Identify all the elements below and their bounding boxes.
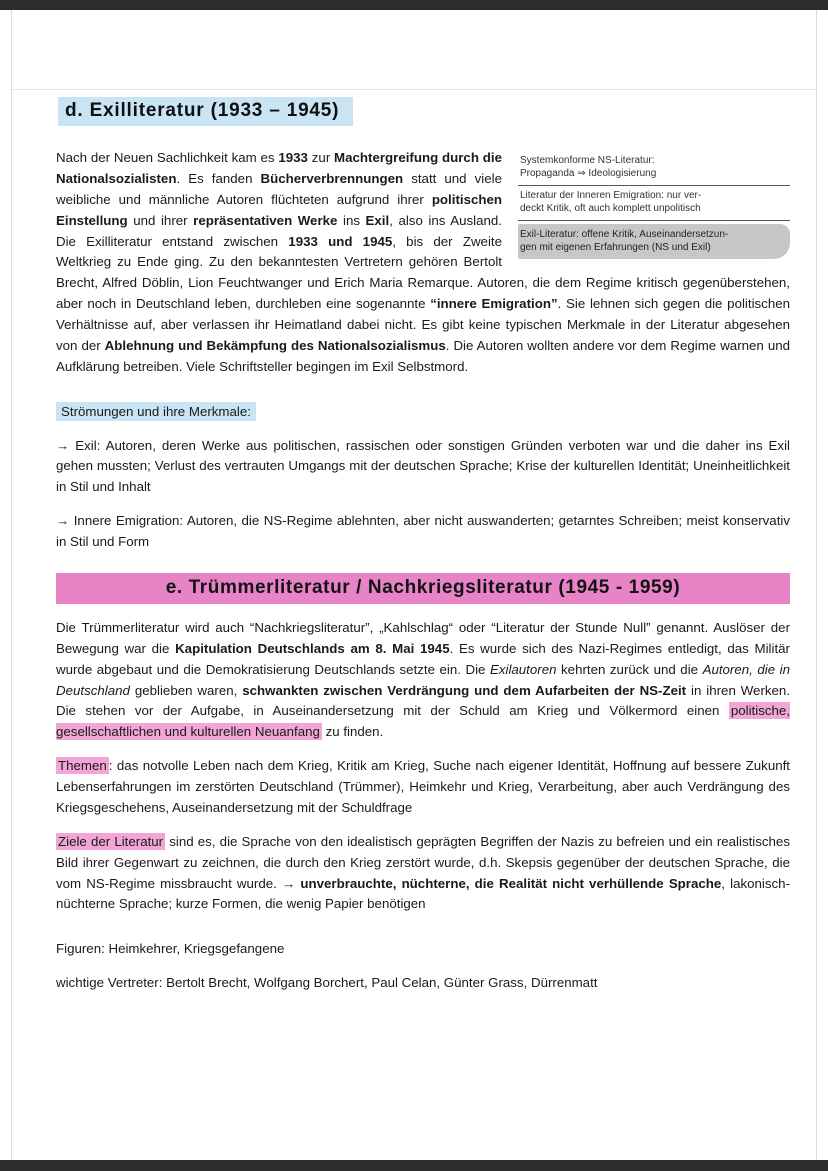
text-segment: Machtergreifung durch die Nationalsozialisten bbox=[56, 150, 502, 186]
text-segment: Autoren, die in Deutschland bbox=[56, 661, 790, 698]
note-text-line: gen mit eigenen Erfahrungen (NS und Exil) bbox=[520, 242, 711, 253]
text-segment: politischen Einstellung bbox=[56, 191, 502, 228]
figuren-line: Figuren: Heimkehrer, Kriegsgefangene bbox=[56, 941, 285, 957]
text-segment: politische, gesellschaftlichen und kulturellen Neuanfang bbox=[56, 703, 790, 740]
section-d-body bbox=[56, 148, 790, 378]
text-segment: schwankten zwischen Verdrängung und dem Aufarbeiten der NS-Zeit bbox=[242, 682, 687, 698]
text-segment: kehrten zurück und die bbox=[556, 661, 703, 677]
section-d-heading: d. Exilliteratur (1933 – 1945) bbox=[58, 97, 353, 126]
text-segment: . Die Autoren wollten andere vor dem Regime warnen und Aufklärung betreiben. Viele Schriftsteller begingen im Exil Selbstmord. bbox=[56, 337, 791, 374]
text-segment: , bis der Zweite Weltkrieg zu Ende ging. Zu den bekanntesten Vertretern gehören Bertolt Brecht, Alfred Döblin, Lion Feuchtwanger und Erich Maria Remarque. Autoren, die dem Regime kritisch gegenüberstehen, aber noch in Deutschland leben, durchleben eine sogenannte bbox=[56, 233, 790, 312]
text-segment: zur bbox=[307, 150, 335, 165]
note-text-line: deckt Kritik, oft auch komplett unpolitisch bbox=[520, 203, 701, 214]
text-segment: Strömungen und ihre Merkmale: bbox=[56, 402, 256, 421]
viewer-bottom-bar bbox=[0, 1160, 828, 1171]
stroemungen-label bbox=[56, 402, 790, 423]
text-segment: 1933 und 1945 bbox=[288, 233, 393, 249]
text-segment: , lakonisch-nüchterne Sprache; kurze Formen, die wenig Papier benötigen bbox=[56, 875, 790, 912]
text-segment: Nach der Neuen Sachlichkeit kam es bbox=[56, 150, 279, 165]
note-item-exil-literatur bbox=[518, 224, 790, 259]
themen-paragraph bbox=[56, 756, 790, 819]
text-segment: “innere Emigration” bbox=[430, 296, 558, 312]
text-segment: statt und viele weibliche und männliche Autoren flüchteten aufgrund ihrer bbox=[56, 170, 502, 207]
innere-emigration-characteristics-paragraph bbox=[56, 511, 790, 553]
note-text-line: Systemkonforme NS-Literatur: bbox=[520, 155, 655, 166]
text-segment: . Es fanden bbox=[176, 170, 261, 186]
note-text-line: Propaganda ⇒ Ideologisierung bbox=[520, 168, 657, 179]
text-segment: Themen bbox=[58, 758, 107, 774]
text-segment: geblieben waren, bbox=[129, 682, 243, 698]
text-segment: Die Trümmerliteratur wird auch “Nachkriegsliteratur”, „Kahlschlag“ oder “Literatur der Stunde Null” genannt. Auslöser der Bewegung war die bbox=[56, 619, 790, 656]
text-segment: Ziele der Literatur bbox=[58, 833, 164, 849]
text-segment: unverbrauchte, nüchterne, die Realität nicht verhüllende Sprache bbox=[300, 875, 722, 891]
text-segment: . Es wurde sich des Nazi-Regimes entledigt, das Militär wurde abgebaut und die Demokratisierung Deutschlands setzte ein. Die bbox=[56, 640, 790, 677]
section-e-heading: e. Trümmerliteratur / Nachkriegsliteratur (1945 - 1959) bbox=[56, 573, 790, 604]
text-segment: Exil bbox=[365, 212, 390, 228]
text-segment: . Sie lehnen sich gegen die politischen Verhältnisse auf, aber verlassen ihr Heimatland dabei nicht. Es gibt keine typischen Merkmale in der Literatur abgesehen von der bbox=[56, 296, 791, 353]
note-text-line: Literatur der Inneren Emigration: nur ver- bbox=[520, 190, 702, 201]
text-segment: repräsentativen Werke bbox=[193, 212, 338, 228]
text-segment: Ablehnung und Bekämpfung des Nationalsozialismus bbox=[104, 337, 446, 353]
text-segment: Bücherverbrennungen bbox=[260, 170, 404, 186]
literature-types-note-box bbox=[518, 151, 790, 259]
text-segment: in ihren Werken. Die stehen vor der Aufgabe, in Auseinandersetzung mit der Schuld am Krieg und Völkermord einen bbox=[56, 682, 791, 719]
ziele-paragraph bbox=[56, 832, 790, 916]
text-segment: und ihrer bbox=[127, 212, 194, 228]
section-e-intro-paragraph bbox=[56, 618, 790, 743]
text-segment: : das notvolle Leben nach dem Krieg, Kritik am Krieg, Suche nach eigener Identität, Hoffnung auf bessere Zukunft Lebenserfahrungen im zerstörten Deutschland (Trümmer), Heimkehr und Krieg, Verarbeitung, aber auch Verdrängung des Kriegsgeschehens, Auseinandersetzung mit der Schuldfrage bbox=[56, 758, 790, 815]
note-text-line: Exil-Literatur: offene Kritik, Auseinandersetzun- bbox=[520, 229, 729, 240]
text-segment: sind es, die Sprache von den idealistisch geprägten Begriffen der Nazis zu befreien und ein realistisches Bild ihrer Gegenwart zu zeichnen, die durch den Krieg zerstört wurde, d.h. Skepsis gegenüber der deutschen Sprache, die vom NS-Regime missbraucht wurde. → bbox=[56, 833, 790, 891]
text-segment: 1933 bbox=[278, 150, 308, 165]
note-item-ns-literatur bbox=[518, 151, 790, 186]
text-segment: → Exil: Autoren, deren Werke aus politischen, rassischen oder sonstigen Gründen verboten war und die daher ins Exil gehen mussten; Verlust des vertrauten Umgangs mit der deutschen Sprache; Krise der kulturellen Identität; Uneinheitlichkeit in Stil und Inhalt bbox=[56, 437, 790, 495]
text-segment: ins bbox=[337, 212, 366, 228]
vertreter-line: wichtige Vertreter: Bertolt Brecht, Wolfgang Borchert, Paul Celan, Günter Grass, Dürrenmatt bbox=[56, 975, 598, 991]
text-segment: , also ins Ausland. Die Exilliteratur entstand zwischen bbox=[56, 212, 502, 249]
text-segment: Exilautoren bbox=[489, 661, 557, 677]
note-item-innere-emigration bbox=[518, 186, 790, 221]
text-segment: → Innere Emigration: Autoren, die NS-Regime ablehnten, aber nicht auswanderten; getarntes Schreiben; meist konservativ in Stil und Form bbox=[56, 513, 790, 549]
text-segment: zu finden. bbox=[321, 724, 384, 740]
text-segment: Kapitulation Deutschlands am 8. Mai 1945 bbox=[175, 640, 450, 656]
exil-characteristics-paragraph bbox=[56, 436, 790, 499]
